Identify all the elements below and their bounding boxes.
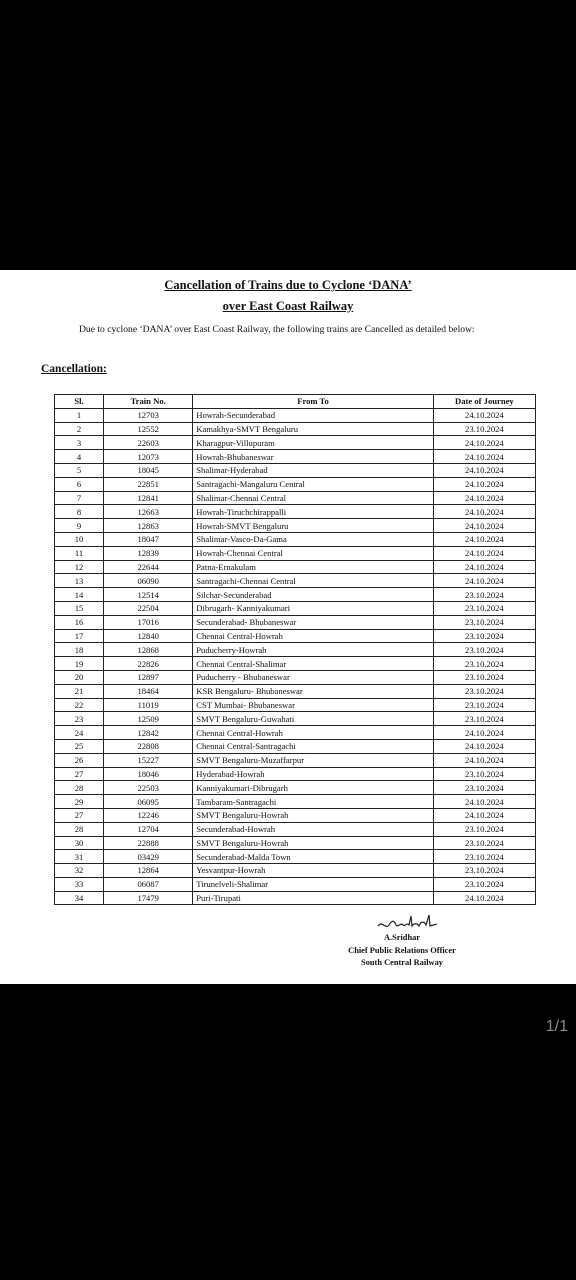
row-train-no: 06095 xyxy=(104,795,193,809)
row-date: 24.10.2024 xyxy=(433,491,535,505)
table-row xyxy=(55,822,536,836)
row-from-to: Patna-Ernakulam xyxy=(193,560,434,574)
table-row xyxy=(55,477,536,491)
row-train-no: 12839 xyxy=(104,546,193,560)
row-sl: 28 xyxy=(55,822,104,836)
row-date: 24.10.2024 xyxy=(433,795,535,809)
table-row xyxy=(55,864,536,878)
table-row xyxy=(55,546,536,560)
row-sl: 31 xyxy=(55,850,104,864)
table-row xyxy=(55,836,536,850)
row-train-no: 12840 xyxy=(104,629,193,643)
row-date: 23.10.2024 xyxy=(433,850,535,864)
signature-image xyxy=(376,910,438,932)
row-train-no: 12704 xyxy=(104,822,193,836)
row-date: 23.10.2024 xyxy=(433,657,535,671)
row-date: 23.10.2024 xyxy=(433,864,535,878)
row-sl: 30 xyxy=(55,836,104,850)
row-date: 24.10.2024 xyxy=(433,450,535,464)
row-sl: 2 xyxy=(55,422,104,436)
row-train-no: 12509 xyxy=(104,712,193,726)
table-row xyxy=(55,450,536,464)
row-train-no: 06090 xyxy=(104,574,193,588)
row-sl: 17 xyxy=(55,629,104,643)
row-train-no: 22504 xyxy=(104,601,193,615)
row-sl: 20 xyxy=(55,670,104,684)
row-train-no: 03429 xyxy=(104,850,193,864)
row-from-to: Puducherry-Howrah xyxy=(193,643,434,657)
document-title-line1: Cancellation of Trains due to Cyclone ‘DANA’ xyxy=(164,278,412,292)
row-sl: 21 xyxy=(55,684,104,698)
row-date: 23.10.2024 xyxy=(433,684,535,698)
row-date: 24.10.2024 xyxy=(433,753,535,767)
row-from-to: Howrah-Chennai Central xyxy=(193,546,434,560)
table-row xyxy=(55,629,536,643)
row-train-no: 22603 xyxy=(104,436,193,450)
row-train-no: 12841 xyxy=(104,491,193,505)
cancellation-table xyxy=(54,394,536,905)
row-sl: 33 xyxy=(55,877,104,891)
intro-paragraph: Due to cyclone ‘DANA’ over East Coast Railway, the following trains are Cancelled as detailed below: xyxy=(79,324,475,335)
row-train-no: 12842 xyxy=(104,726,193,740)
table-row xyxy=(55,491,536,505)
table-row xyxy=(55,684,536,698)
row-sl: 16 xyxy=(55,615,104,629)
row-train-no: 12552 xyxy=(104,422,193,436)
table-row xyxy=(55,436,536,450)
row-date: 23.10.2024 xyxy=(433,822,535,836)
table-row xyxy=(55,891,536,905)
row-sl: 27 xyxy=(55,767,104,781)
row-sl: 10 xyxy=(55,532,104,546)
table-row xyxy=(55,574,536,588)
row-sl: 32 xyxy=(55,864,104,878)
table-row xyxy=(55,850,536,864)
row-train-no: 17016 xyxy=(104,615,193,629)
row-from-to: Secunderabad-Howrah xyxy=(193,822,434,836)
header-sl: Sl. xyxy=(55,395,104,409)
row-date: 23.10.2024 xyxy=(433,588,535,602)
row-date: 24.10.2024 xyxy=(433,560,535,574)
row-train-no: 12864 xyxy=(104,864,193,878)
table-row xyxy=(55,615,536,629)
table-row xyxy=(55,463,536,477)
row-train-no: 15227 xyxy=(104,753,193,767)
row-train-no: 18046 xyxy=(104,767,193,781)
row-train-no: 12246 xyxy=(104,808,193,822)
header-date: Date of Journey xyxy=(433,395,535,409)
table-row xyxy=(55,601,536,615)
row-train-no: 22808 xyxy=(104,739,193,753)
table-row xyxy=(55,670,536,684)
row-from-to: Dibrugarh- Kanniyakumari xyxy=(193,601,434,615)
row-train-no: 22644 xyxy=(104,560,193,574)
row-from-to: Shalimar-Vasco-Da-Gama xyxy=(193,532,434,546)
row-sl: 19 xyxy=(55,657,104,671)
table-row xyxy=(55,712,536,726)
table-row xyxy=(55,588,536,602)
row-date: 24.10.2024 xyxy=(433,505,535,519)
row-from-to: KSR Bengaluru- Bhubaneswar xyxy=(193,684,434,698)
signatory-block xyxy=(322,932,482,970)
row-from-to: Howrah-SMVT Bengaluru xyxy=(193,519,434,533)
row-train-no: 12703 xyxy=(104,408,193,422)
row-date: 23.10.2024 xyxy=(433,643,535,657)
row-train-no: 22888 xyxy=(104,836,193,850)
row-from-to: Kamakhya-SMVT Bengaluru xyxy=(193,422,434,436)
row-date: 23.10.2024 xyxy=(433,767,535,781)
row-train-no: 22826 xyxy=(104,657,193,671)
row-sl: 28 xyxy=(55,781,104,795)
table-row xyxy=(55,781,536,795)
row-train-no: 12514 xyxy=(104,588,193,602)
row-sl: 1 xyxy=(55,408,104,422)
row-date: 24.10.2024 xyxy=(433,546,535,560)
row-sl: 34 xyxy=(55,891,104,905)
row-from-to: Santragachi-Chennai Central xyxy=(193,574,434,588)
row-from-to: Chennai Central-Howrah xyxy=(193,629,434,643)
row-date: 23.10.2024 xyxy=(433,712,535,726)
row-from-to: Yesvantpur-Howrah xyxy=(193,864,434,878)
row-from-to: Chennai Central-Howrah xyxy=(193,726,434,740)
row-sl: 24 xyxy=(55,726,104,740)
row-date: 23.10.2024 xyxy=(433,615,535,629)
row-sl: 22 xyxy=(55,698,104,712)
row-train-no: 22851 xyxy=(104,477,193,491)
row-sl: 11 xyxy=(55,546,104,560)
row-sl: 15 xyxy=(55,601,104,615)
row-sl: 6 xyxy=(55,477,104,491)
row-sl: 8 xyxy=(55,505,104,519)
row-from-to: Hyderabad-Howrah xyxy=(193,767,434,781)
row-sl: 25 xyxy=(55,739,104,753)
table-row xyxy=(55,643,536,657)
row-sl: 18 xyxy=(55,643,104,657)
row-from-to: Santragachi-Mangaluru Central xyxy=(193,477,434,491)
table-row xyxy=(55,560,536,574)
table-row xyxy=(55,698,536,712)
row-date: 23.10.2024 xyxy=(433,877,535,891)
row-sl: 3 xyxy=(55,436,104,450)
row-train-no: 06087 xyxy=(104,877,193,891)
row-sl: 23 xyxy=(55,712,104,726)
row-from-to: Howrah-Secunderabad xyxy=(193,408,434,422)
row-sl: 13 xyxy=(55,574,104,588)
row-sl: 14 xyxy=(55,588,104,602)
row-from-to: Chennai Central-Santragachi xyxy=(193,739,434,753)
row-from-to: Howrah-Tiruchchirappalli xyxy=(193,505,434,519)
row-date: 24.10.2024 xyxy=(433,808,535,822)
row-sl: 7 xyxy=(55,491,104,505)
row-train-no: 12897 xyxy=(104,670,193,684)
table-row xyxy=(55,408,536,422)
row-from-to: Puri-Tirupati xyxy=(193,891,434,905)
header-train-no: Train No. xyxy=(104,395,193,409)
row-sl: 29 xyxy=(55,795,104,809)
signatory-organization: South Central Railway xyxy=(361,958,443,967)
table-row xyxy=(55,505,536,519)
row-train-no: 12073 xyxy=(104,450,193,464)
section-heading: Cancellation: xyxy=(41,363,107,375)
row-from-to: Secunderabad-Malda Town xyxy=(193,850,434,864)
row-train-no: 17479 xyxy=(104,891,193,905)
row-date: 23.10.2024 xyxy=(433,629,535,643)
row-date: 24.10.2024 xyxy=(433,532,535,546)
signatory-name: A.Sridhar xyxy=(383,933,421,942)
page-indicator: 1/1 xyxy=(545,1018,568,1035)
table-row xyxy=(55,739,536,753)
signatory-designation: Chief Public Relations Officer xyxy=(348,945,456,955)
row-from-to: Tambaram-Santragachi xyxy=(193,795,434,809)
row-train-no: 18047 xyxy=(104,532,193,546)
row-from-to: SMVT Bengaluru-Howrah xyxy=(193,836,434,850)
row-date: 24.10.2024 xyxy=(433,726,535,740)
row-from-to: SMVT Bengaluru-Howrah xyxy=(193,808,434,822)
row-train-no: 18045 xyxy=(104,463,193,477)
row-date: 24.10.2024 xyxy=(433,891,535,905)
row-date: 23.10.2024 xyxy=(433,670,535,684)
row-date: 24.10.2024 xyxy=(433,408,535,422)
row-date: 23.10.2024 xyxy=(433,698,535,712)
row-train-no: 12863 xyxy=(104,519,193,533)
table-row xyxy=(55,808,536,822)
row-train-no: 12663 xyxy=(104,505,193,519)
row-date: 24.10.2024 xyxy=(433,463,535,477)
row-from-to: Kanniyakumari-Dibrugarh xyxy=(193,781,434,795)
row-from-to: SMVT Bengaluru-Guwahati xyxy=(193,712,434,726)
row-from-to: Puducherry - Bhubaneswar xyxy=(193,670,434,684)
row-date: 23.10.2024 xyxy=(433,781,535,795)
row-date: 23.10.2024 xyxy=(433,601,535,615)
row-train-no: 18464 xyxy=(104,684,193,698)
row-from-to: SMVT Bengaluru-Muzaffarpur xyxy=(193,753,434,767)
row-from-to: Shalimar-Hyderabad xyxy=(193,463,434,477)
header-from-to: From To xyxy=(193,395,434,409)
row-from-to: Silchar-Secunderabad xyxy=(193,588,434,602)
row-from-to: CST Mumbai- Bhubaneswar xyxy=(193,698,434,712)
table-row xyxy=(55,422,536,436)
row-date: 24.10.2024 xyxy=(433,436,535,450)
row-train-no: 11019 xyxy=(104,698,193,712)
row-sl: 4 xyxy=(55,450,104,464)
row-sl: 26 xyxy=(55,753,104,767)
row-train-no: 12868 xyxy=(104,643,193,657)
row-sl: 9 xyxy=(55,519,104,533)
row-date: 23.10.2024 xyxy=(433,422,535,436)
table-row xyxy=(55,767,536,781)
row-from-to: Shalimar-Chennai Central xyxy=(193,491,434,505)
row-from-to: Howrah-Bhubaneswar xyxy=(193,450,434,464)
table-row xyxy=(55,532,536,546)
table-row xyxy=(55,726,536,740)
table-row xyxy=(55,519,536,533)
row-date: 24.10.2024 xyxy=(433,574,535,588)
row-from-to: Chennai Central-Shalimar xyxy=(193,657,434,671)
table-row xyxy=(55,753,536,767)
row-from-to: Kharagpur-Villupuram xyxy=(193,436,434,450)
row-from-to: Secunderabad- Bhubaneswar xyxy=(193,615,434,629)
row-date: 24.10.2024 xyxy=(433,739,535,753)
table-header-row xyxy=(55,395,536,409)
document-title-line2: over East Coast Railway xyxy=(222,299,354,313)
row-date: 24.10.2024 xyxy=(433,519,535,533)
row-date: 23.10.2024 xyxy=(433,836,535,850)
row-date: 24.10.2024 xyxy=(433,477,535,491)
table-row xyxy=(55,877,536,891)
document-page xyxy=(0,270,576,984)
table-row xyxy=(55,657,536,671)
row-sl: 27 xyxy=(55,808,104,822)
row-from-to: Tirunelveli-Shalimar xyxy=(193,877,434,891)
row-train-no: 22503 xyxy=(104,781,193,795)
row-sl: 12 xyxy=(55,560,104,574)
row-sl: 5 xyxy=(55,463,104,477)
table-row xyxy=(55,795,536,809)
